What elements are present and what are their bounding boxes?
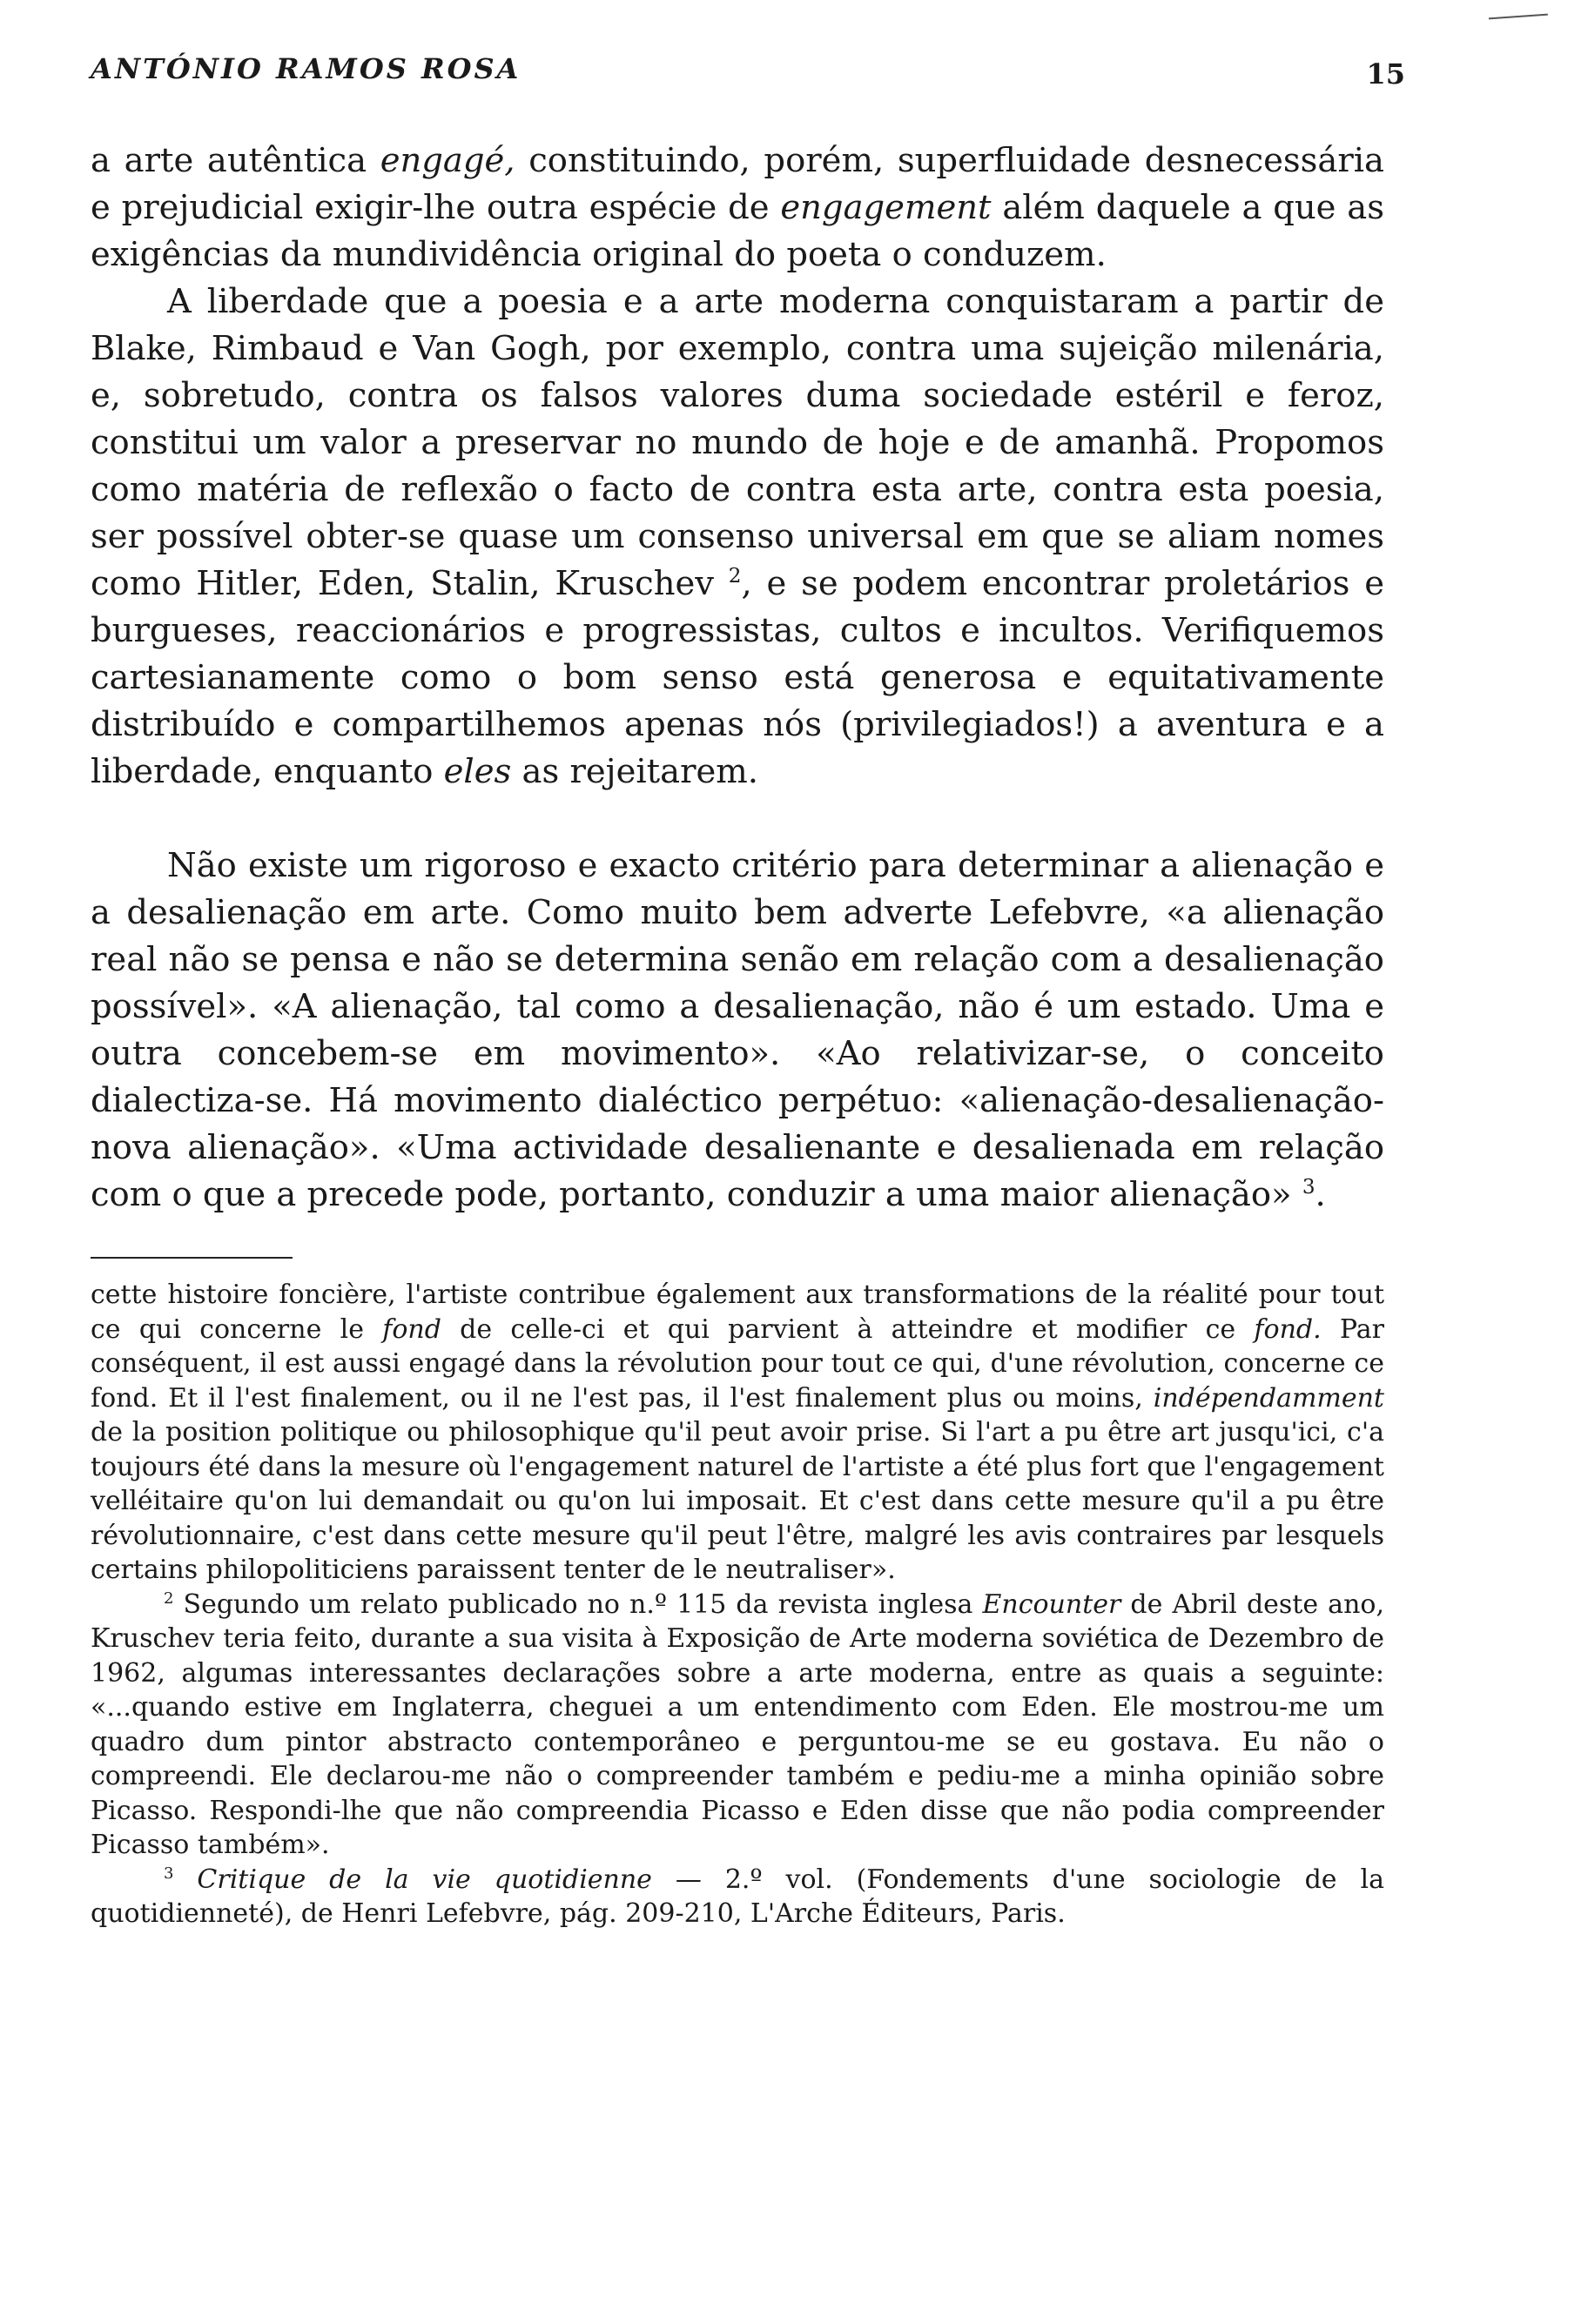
running-head: ANTÓNIO RAMOS ROSA	[91, 52, 521, 85]
footnote-ref-2: 2	[728, 565, 742, 588]
footnotes	[91, 1278, 1384, 1931]
footnote-marker: 3	[164, 1864, 174, 1883]
main-text	[91, 138, 1384, 1219]
footnote-3: $^3$ Critique de la vie quotidienne — 2.º vol. (Fondements d'une sociologie de la quotidienneté), de Henri Lefebvre, pág. 209-210, L'Arche Éditeurs, Paris.	[91, 1864, 1384, 1929]
page-header	[91, 45, 1405, 97]
paragraph-3: Não existe um rigoroso e exacto critério para determinar a alienação e a desalienação em arte. Como muito bem adverte Lefebvre, «a alienação real não se pensa e não se determina senão em relação com a desalienação possível». «A alienação, tal como a desalienação, não é um estado. Uma e outra concebem-se em movimento». «Ao relativizar-se, o conceito dialectiza-se. Há movimento dialéctico perpétuo: «alienação-desalienação-nova alienação». «Uma actividade desalienante e desalienada em relação com o que a precede pode, portanto, conduzir a uma maior alienação» $^3$.	[91, 846, 1384, 1214]
footnote-separator	[91, 1257, 293, 1259]
footnote-ref-3: 3	[1302, 1176, 1315, 1199]
scan-mark	[1489, 14, 1548, 23]
paragraph-2: A liberdade que a poesia e a arte moderna conquistaram a partir de Blake, Rimbaud e Van Gogh, por exemplo, contra uma sujeição milenária, e, sobretudo, contra os falsos valores duma sociedade estéril e feroz, constitui um valor a preservar no mundo de hoje e de amanhã. Propomos como matéria de reflexão o facto de contra esta arte, contra esta poesia, ser possível obter-se quase um consenso universal em que se aliam nomes como Hitler, Eden, Stalin, Kruschev $^2$, e se podem encontrar proletários e burgueses, reaccionários e progressistas, cultos e incultos. Verifiquemos cartesianamente como o bom senso está generosa e equitativamente distribuído e compartilhemos apenas nós (privilegiados!) a aventura e a liberdade, enquanto eles as rejeitarem.	[91, 282, 1384, 791]
page-number: 15	[1366, 57, 1405, 91]
footnote-2: $^2$ Segundo um relato publicado no n.º 115 da revista inglesa Encounter de Abril deste ano, Kruschev teria feito, durante a sua visita à Exposição de Arte moderna soviética de Dezembro de 1962, algumas interessantes declarações sobre a arte moderna, entre as quais a seguinte: «...quando estive em Inglaterra, cheguei a um entendimento com Eden. Ele mostrou-me um quadro dum pintor abstracto contemporâneo e perguntou-me se eu gostava. Eu não o compreendi. Ele declarou-me não o compreender também e pediu-me a minha opinião sobre Picasso. Respondi-lhe que não compreendia Picasso e Eden disse que não podia compreender Picasso também».	[91, 1589, 1384, 1860]
paragraph-1: a arte autêntica engagé, constituindo, porém, superfluidade desnecessária e prejudicial exigir-lhe outra espécie de engagement além daquele a que as exigências da mundividência original do poeta o conduzem.	[91, 141, 1385, 274]
footnote-continuation: cette histoire foncière, l'artiste contribue également aux transformations de la réalité pour tout ce qui concerne le fond de celle-ci et qui parvient à atteindre et modifier ce fond. Par conséquent, il est aussi engagé dans la révolution pour tout ce qui, d'une révolution, concerne ce fond. Et il l'est finalement, ou il ne l'est pas, il l'est finalement plus ou moins, indépendamment de la position politique ou philosophique qu'il peut avoir prise. Si l'art a pu être art jusqu'ici, c'a toujours été dans la mesure où l'engagement naturel de l'artiste a été plus fort que l'engagement velléitaire qu'on lui demandait ou qu'on lui imposait. Et c'est dans cette mesure qu'il a pu être révolutionnaire, c'est dans cette mesure qu'il peut l'être, malgré les avis contraires par lesquels certains philopoliticiens paraissent tenter de le neutraliser».	[91, 1280, 1384, 1585]
footnote-marker: 2	[164, 1589, 174, 1608]
